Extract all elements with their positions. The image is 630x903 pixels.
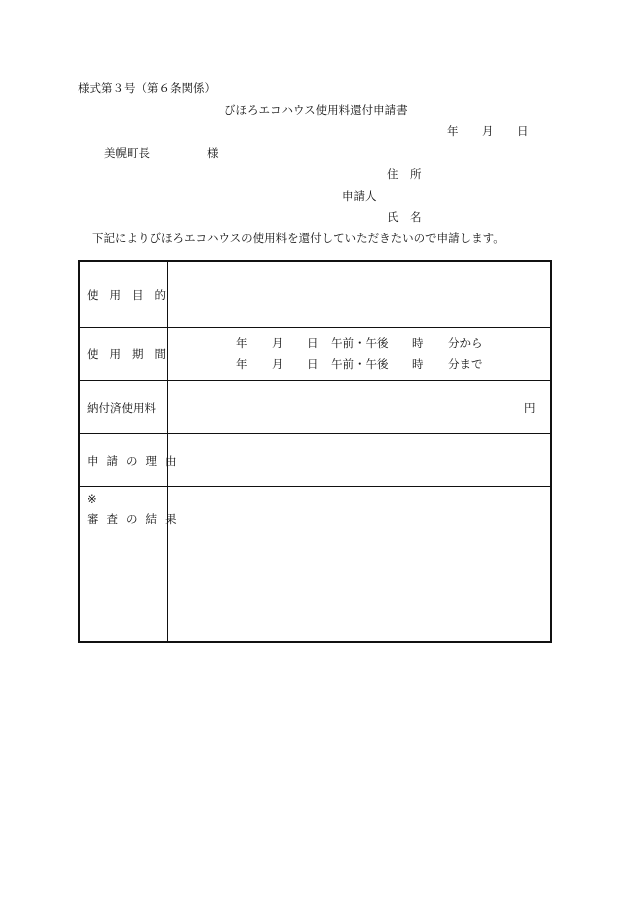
fee-unit: 円 [524,401,536,415]
period-start-hour: 時 [412,336,424,350]
period-start-ampm: 午前・午後 [331,336,389,350]
date-year-label: 年 [447,124,459,138]
date-month-label: 月 [482,124,494,138]
reason-row [80,434,550,487]
period-label: 使用期間 [87,347,177,361]
result-mark: ※ [87,492,97,506]
period-end-month: 月 [272,357,284,371]
period-start-day: 日 [307,336,319,350]
purpose-row [80,262,550,328]
addressee: 美幌町長 [104,146,150,160]
period-end-day: 日 [307,357,319,371]
form-number: 様式第３号（第６条関係） [78,81,216,95]
period-end-hour: 時 [412,357,424,371]
period-row [80,328,550,381]
name-label: 氏 名 [387,210,422,224]
period-start-year: 年 [236,336,248,350]
period-end-year: 年 [236,357,248,371]
result-label: 審査の結果 [87,512,185,526]
fee-row [80,381,550,434]
date-day-label: 日 [517,124,529,138]
honorific: 様 [207,146,219,160]
purpose-label: 使用目的 [87,288,177,302]
reason-label: 申請の理由 [87,454,185,468]
period-start-minute: 分から [448,336,483,350]
result-row [80,487,550,641]
address-label: 住 所 [387,167,422,181]
period-end-ampm: 午前・午後 [331,357,389,371]
application-form-table [78,260,552,643]
application-statement: 下記によりびほろエコハウスの使用料を還付していただきたいので申請します。 [92,231,505,245]
period-start-month: 月 [272,336,284,350]
fee-label: 納付済使用料 [87,401,156,415]
document-title: びほろエコハウス使用料還付申請書 [224,103,408,117]
applicant-label: 申請人 [342,189,377,203]
period-end-minute: 分まで [448,357,483,371]
